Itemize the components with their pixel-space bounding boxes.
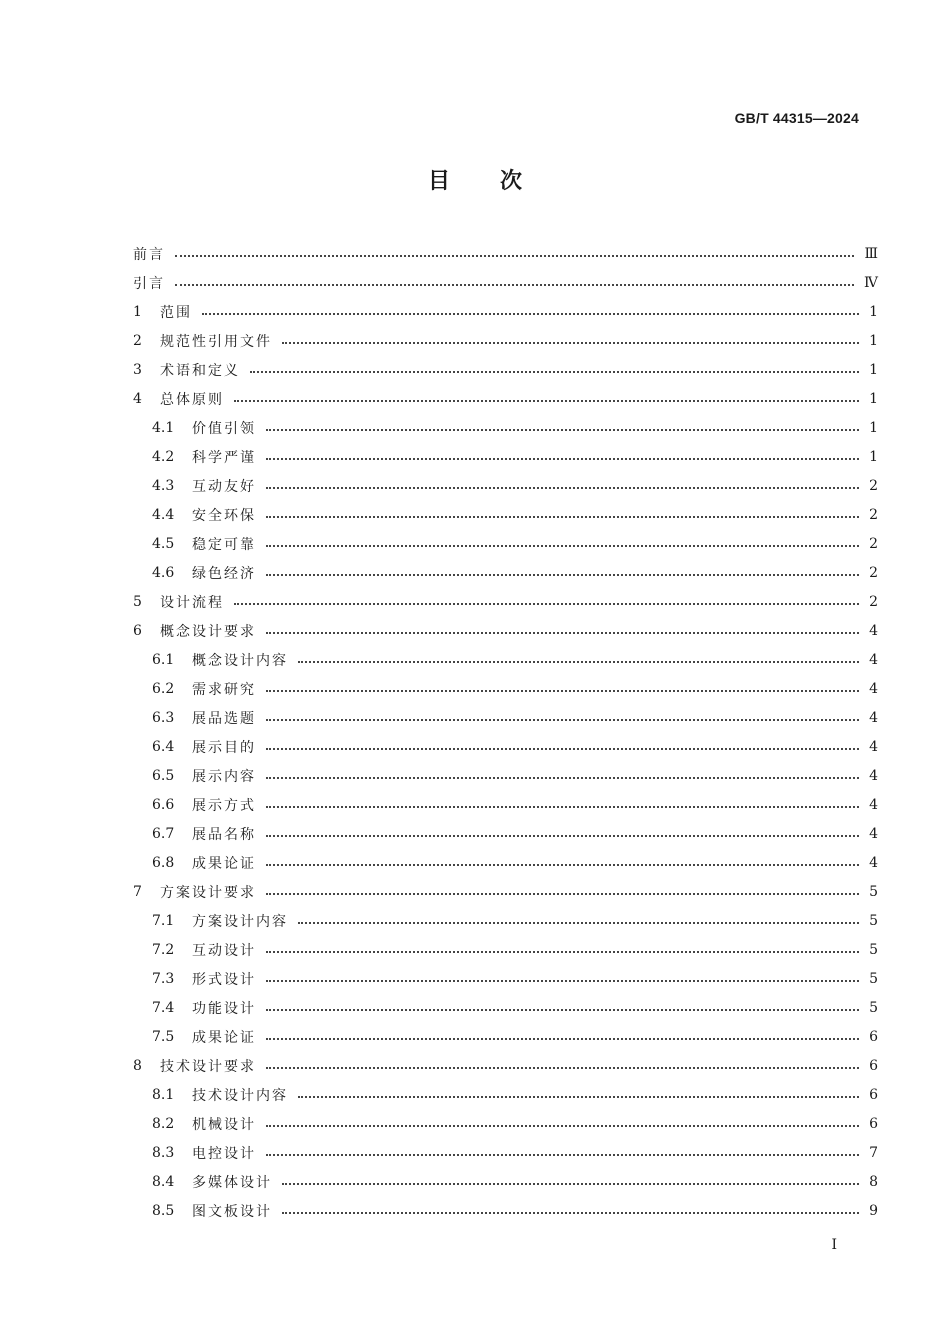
toc-entry-number: 6.6 — [152, 796, 175, 813]
toc-entry[interactable] — [133, 1080, 878, 1109]
toc-entry-title: 术语和定义 — [160, 362, 240, 379]
toc-entry-page: 4 — [869, 796, 878, 813]
toc-entry-page: 1 — [869, 390, 878, 407]
table-of-contents — [133, 239, 878, 1225]
toc-entry-title: 成果论证 — [192, 1029, 256, 1046]
toc-dot-leader — [266, 879, 859, 895]
toc-entry-title: 规范性引用文件 — [160, 333, 272, 350]
toc-entry-number: 4.3 — [152, 477, 175, 494]
toc-entry-title: 概念设计要求 — [160, 623, 256, 640]
toc-entry[interactable] — [133, 703, 878, 732]
toc-entry[interactable] — [133, 587, 878, 616]
toc-entry-title: 展示方式 — [192, 797, 256, 814]
toc-entry-title: 设计流程 — [160, 594, 224, 611]
toc-entry[interactable] — [133, 935, 878, 964]
toc-entry[interactable] — [133, 529, 878, 558]
toc-dot-leader — [250, 357, 859, 373]
toc-entry[interactable] — [133, 993, 878, 1022]
toc-entry-title: 需求研究 — [192, 681, 256, 698]
toc-entry-number: 4.2 — [152, 448, 175, 465]
toc-entry-page: 4 — [869, 651, 878, 668]
toc-entry-page: 4 — [869, 825, 878, 842]
page-title: 目次 — [427, 169, 572, 194]
toc-entry[interactable] — [133, 413, 878, 442]
toc-entry-page: 4 — [869, 767, 878, 784]
toc-entry[interactable] — [133, 906, 878, 935]
toc-entry-page: 2 — [869, 564, 878, 581]
toc-entry[interactable] — [133, 1051, 878, 1080]
toc-entry-number: 6.8 — [152, 854, 175, 871]
toc-entry-title: 价值引领 — [192, 420, 256, 437]
toc-dot-leader — [266, 676, 859, 692]
toc-entry-number: 6.1 — [152, 651, 175, 668]
toc-entry-page: 5 — [869, 883, 878, 900]
page-number: I — [831, 1237, 837, 1253]
toc-entry[interactable] — [133, 297, 878, 326]
toc-entry-number: 7.2 — [152, 941, 175, 958]
toc-entry-page: 1 — [869, 303, 878, 320]
toc-entry-title: 电控设计 — [192, 1145, 256, 1162]
toc-entry-title: 技术设计要求 — [160, 1058, 256, 1075]
toc-dot-leader — [266, 1140, 859, 1156]
toc-entry-number: 6.7 — [152, 825, 175, 842]
toc-entry-page: 1 — [869, 448, 878, 465]
toc-entry-number: 6 — [133, 622, 142, 639]
toc-dot-leader — [266, 966, 859, 982]
toc-entry-number: 6.4 — [152, 738, 175, 755]
toc-entry[interactable] — [133, 877, 878, 906]
toc-entry[interactable] — [133, 384, 878, 413]
toc-entry-number: 4.6 — [152, 564, 175, 581]
standard-code: GB/T 44315—2024 — [734, 110, 859, 126]
toc-entry-title: 概念设计内容 — [192, 652, 288, 669]
toc-entry-page: 6 — [869, 1115, 878, 1132]
toc-entry-title: 展品名称 — [192, 826, 256, 843]
toc-entry-number: 4.1 — [152, 419, 175, 436]
toc-entry-number: 7.4 — [152, 999, 175, 1016]
toc-entry-number: 4.5 — [152, 535, 175, 552]
toc-entry-number: 8.3 — [152, 1144, 175, 1161]
toc-dot-leader — [266, 850, 859, 866]
toc-dot-leader — [266, 531, 859, 547]
toc-entry-title: 技术设计内容 — [192, 1087, 288, 1104]
toc-entry-number: 6.2 — [152, 680, 175, 697]
toc-entry-page: 2 — [869, 477, 878, 494]
toc-dot-leader — [175, 241, 854, 257]
toc-entry-title: 展品选题 — [192, 710, 256, 727]
toc-entry-page: 4 — [869, 680, 878, 697]
toc-dot-leader — [202, 299, 859, 315]
toc-entry[interactable] — [133, 964, 878, 993]
toc-entry-number: 1 — [133, 303, 142, 320]
toc-entry[interactable] — [133, 471, 878, 500]
toc-entry-number: 4 — [133, 390, 142, 407]
toc-entry-number: 7.1 — [152, 912, 175, 929]
toc-entry[interactable] — [133, 326, 878, 355]
toc-entry-title: 互动设计 — [192, 942, 256, 959]
toc-dot-leader — [266, 995, 859, 1011]
toc-entry-title: 方案设计要求 — [160, 884, 256, 901]
toc-entry-title: 引言 — [133, 275, 165, 292]
toc-entry[interactable] — [133, 1022, 878, 1051]
toc-dot-leader — [266, 821, 859, 837]
toc-dot-leader — [266, 444, 859, 460]
toc-dot-leader — [266, 473, 859, 489]
toc-entry-title: 多媒体设计 — [192, 1174, 272, 1191]
toc-entry-page: 6 — [869, 1057, 878, 1074]
toc-entry[interactable] — [133, 732, 878, 761]
toc-entry-title: 总体原则 — [160, 391, 224, 408]
toc-entry-title: 展示目的 — [192, 739, 256, 756]
toc-entry-number: 6.3 — [152, 709, 175, 726]
toc-entry-page: 7 — [869, 1144, 878, 1161]
toc-entry-number: 8.1 — [152, 1086, 175, 1103]
toc-entry-title: 功能设计 — [192, 1000, 256, 1017]
toc-entry-page: 5 — [869, 970, 878, 987]
toc-entry-title: 稳定可靠 — [192, 536, 256, 553]
toc-entry-page: 1 — [869, 419, 878, 436]
toc-entry-page: 1 — [869, 361, 878, 378]
toc-entry-title: 图文板设计 — [192, 1203, 272, 1220]
toc-dot-leader — [266, 618, 859, 634]
toc-entry[interactable] — [133, 500, 878, 529]
toc-entry-number: 8.4 — [152, 1173, 175, 1190]
toc-entry[interactable] — [133, 355, 878, 384]
toc-entry[interactable] — [133, 761, 878, 790]
toc-dot-leader — [282, 328, 859, 344]
toc-dot-leader — [266, 792, 859, 808]
toc-entry-title: 展示内容 — [192, 768, 256, 785]
toc-dot-leader — [234, 589, 859, 605]
toc-entry-title: 绿色经济 — [192, 565, 256, 582]
toc-entry-number: 7.5 — [152, 1028, 175, 1045]
toc-dot-leader — [266, 734, 859, 750]
toc-entry-number: 7 — [133, 883, 142, 900]
toc-dot-leader — [266, 560, 859, 576]
toc-entry[interactable] — [133, 819, 878, 848]
toc-dot-leader — [266, 1111, 859, 1127]
toc-entry[interactable] — [133, 616, 878, 645]
toc-dot-leader — [282, 1169, 859, 1185]
toc-entry[interactable] — [133, 645, 878, 674]
toc-entry[interactable] — [133, 558, 878, 587]
toc-entry-page: 5 — [869, 912, 878, 929]
toc-entry[interactable] — [133, 268, 878, 297]
toc-dot-leader — [298, 647, 859, 663]
toc-entry-number: 8 — [133, 1057, 142, 1074]
toc-entry-page: 5 — [869, 941, 878, 958]
toc-dot-leader — [266, 705, 859, 721]
toc-entry[interactable] — [133, 1167, 878, 1196]
toc-dot-leader — [266, 1024, 859, 1040]
toc-entry-page: 2 — [869, 593, 878, 610]
toc-entry-page: 1 — [869, 332, 878, 349]
toc-entry[interactable] — [133, 1196, 878, 1225]
toc-entry[interactable] — [133, 848, 878, 877]
toc-entry[interactable] — [133, 674, 878, 703]
toc-entry-page: 5 — [869, 999, 878, 1016]
toc-entry-page: Ⅳ — [864, 274, 878, 291]
toc-entry-page: Ⅲ — [864, 245, 878, 262]
toc-entry-page: 6 — [869, 1086, 878, 1103]
toc-entry[interactable] — [133, 442, 878, 471]
toc-entry-number: 3 — [133, 361, 142, 378]
toc-entry-title: 成果论证 — [192, 855, 256, 872]
toc-dot-leader — [266, 415, 859, 431]
toc-entry[interactable] — [133, 1109, 878, 1138]
toc-dot-leader — [266, 1053, 859, 1069]
toc-entry-page: 4 — [869, 854, 878, 871]
toc-entry-title: 互动友好 — [192, 478, 256, 495]
toc-entry-page: 9 — [869, 1202, 878, 1219]
toc-dot-leader — [298, 1082, 859, 1098]
toc-entry-title: 科学严谨 — [192, 449, 256, 466]
toc-entry-title: 前言 — [133, 246, 165, 263]
toc-dot-leader — [266, 763, 859, 779]
toc-entry-number: 4.4 — [152, 506, 175, 523]
toc-entry-number: 8.5 — [152, 1202, 175, 1219]
toc-entry-number: 7.3 — [152, 970, 175, 987]
toc-entry-number: 5 — [133, 593, 142, 610]
toc-dot-leader — [282, 1198, 859, 1214]
toc-entry-title: 形式设计 — [192, 971, 256, 988]
toc-entry[interactable] — [133, 790, 878, 819]
toc-entry-page: 6 — [869, 1028, 878, 1045]
toc-entry-page: 4 — [869, 622, 878, 639]
toc-dot-leader — [266, 502, 859, 518]
toc-entry-page: 4 — [869, 738, 878, 755]
toc-entry-title: 方案设计内容 — [192, 913, 288, 930]
toc-entry-page: 4 — [869, 709, 878, 726]
toc-dot-leader — [175, 270, 854, 286]
toc-entry-title: 范围 — [160, 304, 192, 321]
toc-entry-number: 2 — [133, 332, 142, 349]
toc-entry-number: 8.2 — [152, 1115, 175, 1132]
toc-dot-leader — [298, 908, 859, 924]
toc-entry-title: 安全环保 — [192, 507, 256, 524]
toc-entry-page: 8 — [869, 1173, 878, 1190]
toc-dot-leader — [266, 937, 859, 953]
toc-entry-page: 2 — [869, 506, 878, 523]
toc-entry[interactable] — [133, 239, 878, 268]
toc-entry-number: 6.5 — [152, 767, 175, 784]
toc-entry-page: 2 — [869, 535, 878, 552]
toc-entry[interactable] — [133, 1138, 878, 1167]
toc-entry-title: 机械设计 — [192, 1116, 256, 1133]
toc-dot-leader — [234, 386, 859, 402]
